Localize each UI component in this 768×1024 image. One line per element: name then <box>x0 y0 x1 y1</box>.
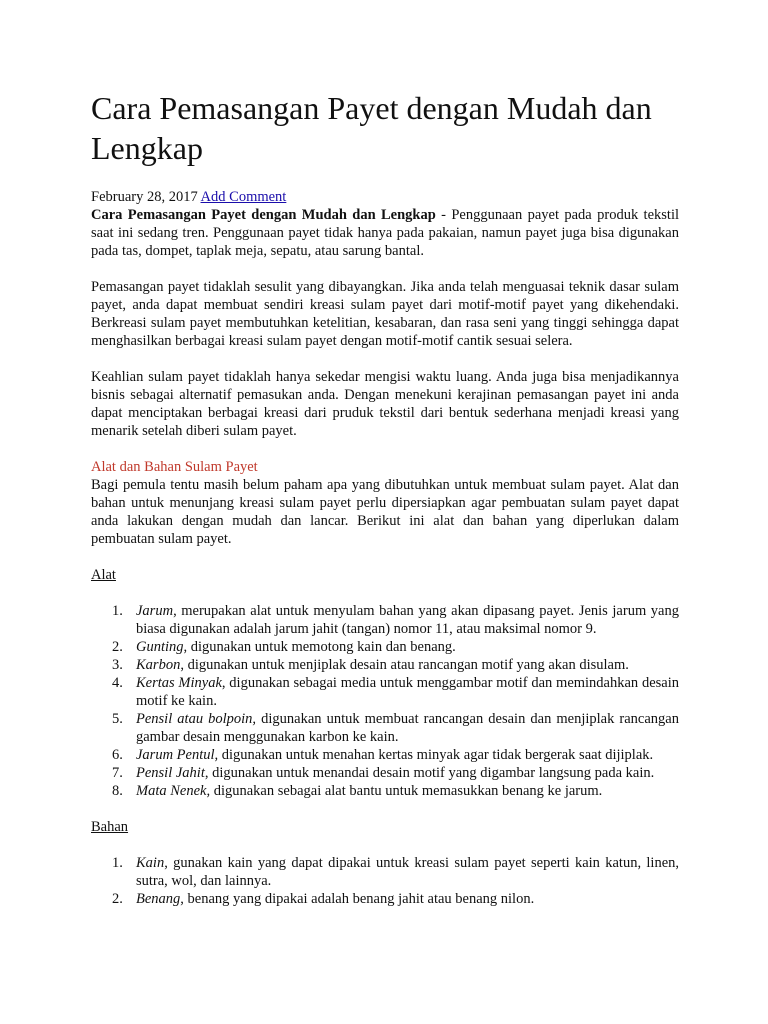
list-item <box>91 674 679 710</box>
list-item <box>91 710 679 746</box>
list-desc: digunakan untuk menahan kertas minyak agar tidak bergerak saat dijiplak. <box>218 747 654 763</box>
list-term: Kertas Minyak <box>136 675 222 691</box>
section-body: Bagi pemula tentu masih belum paham apa yang dibutuhkan untuk membuat sulam payet. Alat dan bahan untuk menunjang kreasi sulam payet perlu dipersiapkan agar pembuatan sulam payet dapat anda lakukan dengan mudah dan lancar. Berikut ini alat dan bahan yang diperlukan dalam pembuatan sulam payet. <box>91 477 679 547</box>
list-term: Gunting <box>136 639 184 655</box>
intro-paragraph <box>91 206 679 260</box>
list-desc: digunakan sebagai alat bantu untuk memasukkan benang ke jarum. <box>210 783 603 799</box>
list-item <box>91 602 679 638</box>
list-term: Mata Nenek, <box>136 783 211 799</box>
list-item <box>91 854 679 890</box>
bahan-heading: Bahan <box>91 819 129 835</box>
list-number: 5. <box>112 711 123 727</box>
list-term: Jarum <box>136 603 174 619</box>
list-number: 2. <box>112 891 123 907</box>
list-item <box>91 782 679 800</box>
list-desc: digunakan untuk membuat rancangan desain dan menjiplak rancangan gambar desain menggunakan karbon ke kain. <box>136 711 679 745</box>
list-desc: , gunakan kain yang dapat dipakai untuk kreasi sulam payet seperti kain katun, linen, sutra, wol, dan lainnya. <box>136 855 679 889</box>
list-desc: , digunakan untuk menandai desain motif yang digambar langsung pada kain. <box>204 765 655 781</box>
list-item <box>91 638 679 656</box>
list-term: Karbon <box>136 657 181 673</box>
add-comment-link[interactable]: Add Comment <box>200 189 287 205</box>
list-term: Benang <box>136 891 181 907</box>
intro-rest: - Penggunaan payet pada produk tekstil saat ini sedang tren. Penggunaan payet tidak hanya pada pakaian, namun payet juga bisa digunakan pada tas, dompet, taplak meja, sepatu, atau sarung bantal. <box>91 207 680 259</box>
alat-heading: Alat <box>91 567 116 583</box>
section-heading: Alat dan Bahan Sulam Payet <box>91 459 258 475</box>
intro-lead: Cara Pemasangan Payet dengan Mudah dan Lengkap <box>91 207 436 223</box>
post-date: February 28, 2017 <box>91 189 198 205</box>
paragraph: Keahlian sulam payet tidaklah hanya sekedar mengisi waktu luang. Anda juga bisa menjadikannya bisnis sebagai alternatif pemasukan anda. Dengan menekuni kerajinan pemasangan payet ini anda dapat menciptakan berbagai kreasi dari pruduk tekstil dari bentuk sederhana menjadi kreasi yang menarik setelah diberi sulam payet. <box>91 369 679 439</box>
list-desc: , digunakan sebagai media untuk menggambar motif dan memindahkan desain motif ke kain. <box>136 675 679 709</box>
list-term: Kain <box>136 855 165 871</box>
list-number: 7. <box>112 765 123 781</box>
bahan-list <box>91 854 679 908</box>
list-number: 6. <box>112 747 123 763</box>
list-number: 4. <box>112 675 123 691</box>
alat-list <box>91 602 679 800</box>
paragraph: Pemasangan payet tidaklah sesulit yang dibayangkan. Jika anda telah menguasai teknik dasar sulam payet, anda dapat membuat sendiri kreasi sulam payet dari motif-motif payet yang dikehendaki. Berkreasi sulam payet membutuhkan ketelitian, kesabaran, dan rasa seni yang tinggi sehingga dapat menghasilkan berbagai kreasi sulam payet dengan motif-motif cantik sesuai selera. <box>91 279 679 349</box>
list-number: 1. <box>112 603 123 619</box>
list-desc: , digunakan untuk menjiplak desain atau rancangan motif yang akan disulam. <box>180 657 629 673</box>
list-item <box>91 890 679 908</box>
list-number: 3. <box>112 657 123 673</box>
post-meta <box>91 188 679 206</box>
list-desc: , merupakan alat untuk menyulam bahan yang akan dipasang payet. Jenis jarum yang biasa digunakan adalah jarum jahit (tangan) nomor 11, atau maksimal nomor 9. <box>136 603 679 637</box>
list-number: 1. <box>112 855 123 871</box>
list-desc: , digunakan untuk memotong kain dan benang. <box>183 639 456 655</box>
list-number: 2. <box>112 639 123 655</box>
article-title: Cara Pemasangan Payet dengan Mudah dan Lengkap <box>91 90 652 166</box>
list-desc: , benang yang dipakai adalah benang jahit atau benang nilon. <box>180 891 535 907</box>
list-term: Pensil Jahit <box>136 765 205 781</box>
list-item <box>91 764 679 782</box>
list-item <box>91 746 679 764</box>
article <box>91 88 679 908</box>
list-item <box>91 656 679 674</box>
list-number: 8. <box>112 783 123 799</box>
list-term: Pensil atau bolpoin, <box>136 711 257 727</box>
list-term: Jarum Pentul, <box>136 747 219 763</box>
